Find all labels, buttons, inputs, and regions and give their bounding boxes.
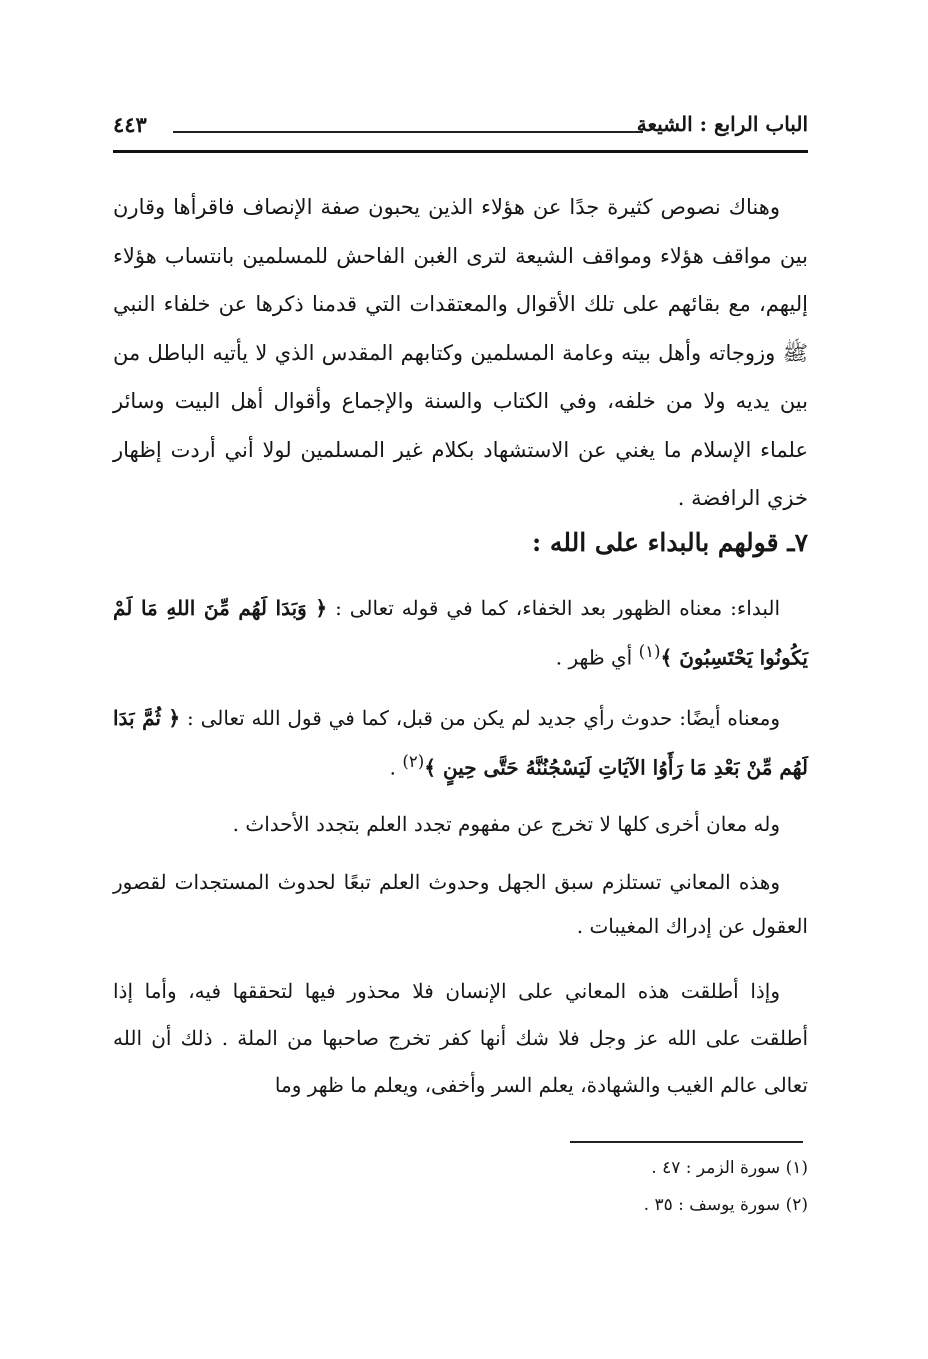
paragraph-sayings-of-fairness: [113, 183, 808, 523]
paragraph-3-intro: ومعناه أيضًا: حدوث رأي جديد لم يكن من قبل، كما في قول الله تعالى :: [187, 706, 780, 730]
footnote-divider: [570, 1141, 803, 1143]
paragraph-implications: [113, 860, 808, 948]
footnote-2: (٢) سورة يوسف : ٣٥ .: [643, 1195, 808, 1215]
paragraph-bada-definition: [113, 586, 808, 680]
paragraph-5-text: وهذه المعاني تستلزم سبق الجهل وحدوث العلم تبعًا لحدوث المستجدات لقصور العقول عن إدراك المغيبات .: [113, 870, 808, 938]
paragraph-ruling: [113, 968, 808, 1109]
page-header: [113, 112, 808, 152]
header-divider: [113, 150, 808, 153]
header-rule: [173, 131, 643, 133]
footnote-ref-1: (١): [638, 642, 661, 661]
paragraph-bada-second-meaning: [113, 696, 808, 790]
page-number: ٤٤٣: [113, 112, 147, 137]
footnote-1: (١) سورة الزمر : ٤٧ .: [651, 1158, 808, 1178]
paragraph-2-intro: البداء: معناه الظهور بعد الخفاء، كما في قوله تعالى :: [335, 596, 781, 620]
paragraph-1-text: وهناك نصوص كثيرة جدًا عن هؤلاء الذين يحبون صفة الإنصاف فاقرأها وقارن بين مواقف هؤلاء ومواقف الشيعة لترى الغبن الفاحش للمسلمين بانتساب هؤلاء إليهم، مع بقائهم على تلك الأقوال والمعتقدات التي قدمنا ذكرها عن خلفاء النبي ﷺ وزوجاته وأهل بيته وعامة المسلمين وكتابهم المقدس الذي لا يأتيه الباطل من بين يديه ولا من خلفه، وفي الكتاب والسنة والإجماع وأقوال أهل البيت وسائر علماء الإسلام ما يغني عن الاستشهاد بكلام غير المسلمين لولا أني أردت إظهار خزي الرافضة .: [113, 195, 808, 510]
quran-verse-1: ﴿ وَبَدَا لَهُم مِّنَ اللهِ مَا لَمْ يَكُونُوا يَحْتَسِبُونَ ﴾: [113, 596, 808, 670]
paragraph-6-text: وإذا أطلقت هذه المعاني على الإنسان فلا محذور فيها لتحققها فيه، وأما إذا أطلقت على الله عز وجل فلا شك أنها كفر تخرج صاحبها من الملة . ذلك أن الله تعالى عالم الغيب والشهادة، يعلم السر وأخفى، ويعلم ما ظهر وما: [113, 979, 808, 1097]
paragraph-3-outro: .: [389, 755, 396, 780]
paragraph-2-outro: أي ظهر .: [555, 645, 633, 670]
quran-verse-2: ﴿ ثُمَّ بَدَا لَهُم مِّنْ بَعْدِ مَا رَأَوُا الآيَاتِ لَيَسْجُنُنَّهُ حَتَّى حِينٍ ﴾: [113, 706, 808, 780]
paragraph-4-text: وله معان أخرى كلها لا تخرج عن مفهوم تجدد العلم بتجدد الأحداث .: [232, 812, 780, 836]
footnote-ref-2: (٢): [402, 752, 425, 771]
chapter-title: الباب الرابع : الشيعة: [636, 112, 808, 136]
section-heading: ٧ـ قولهم بالبداء على الله :: [532, 528, 808, 557]
paragraph-other-meanings: [113, 802, 808, 846]
